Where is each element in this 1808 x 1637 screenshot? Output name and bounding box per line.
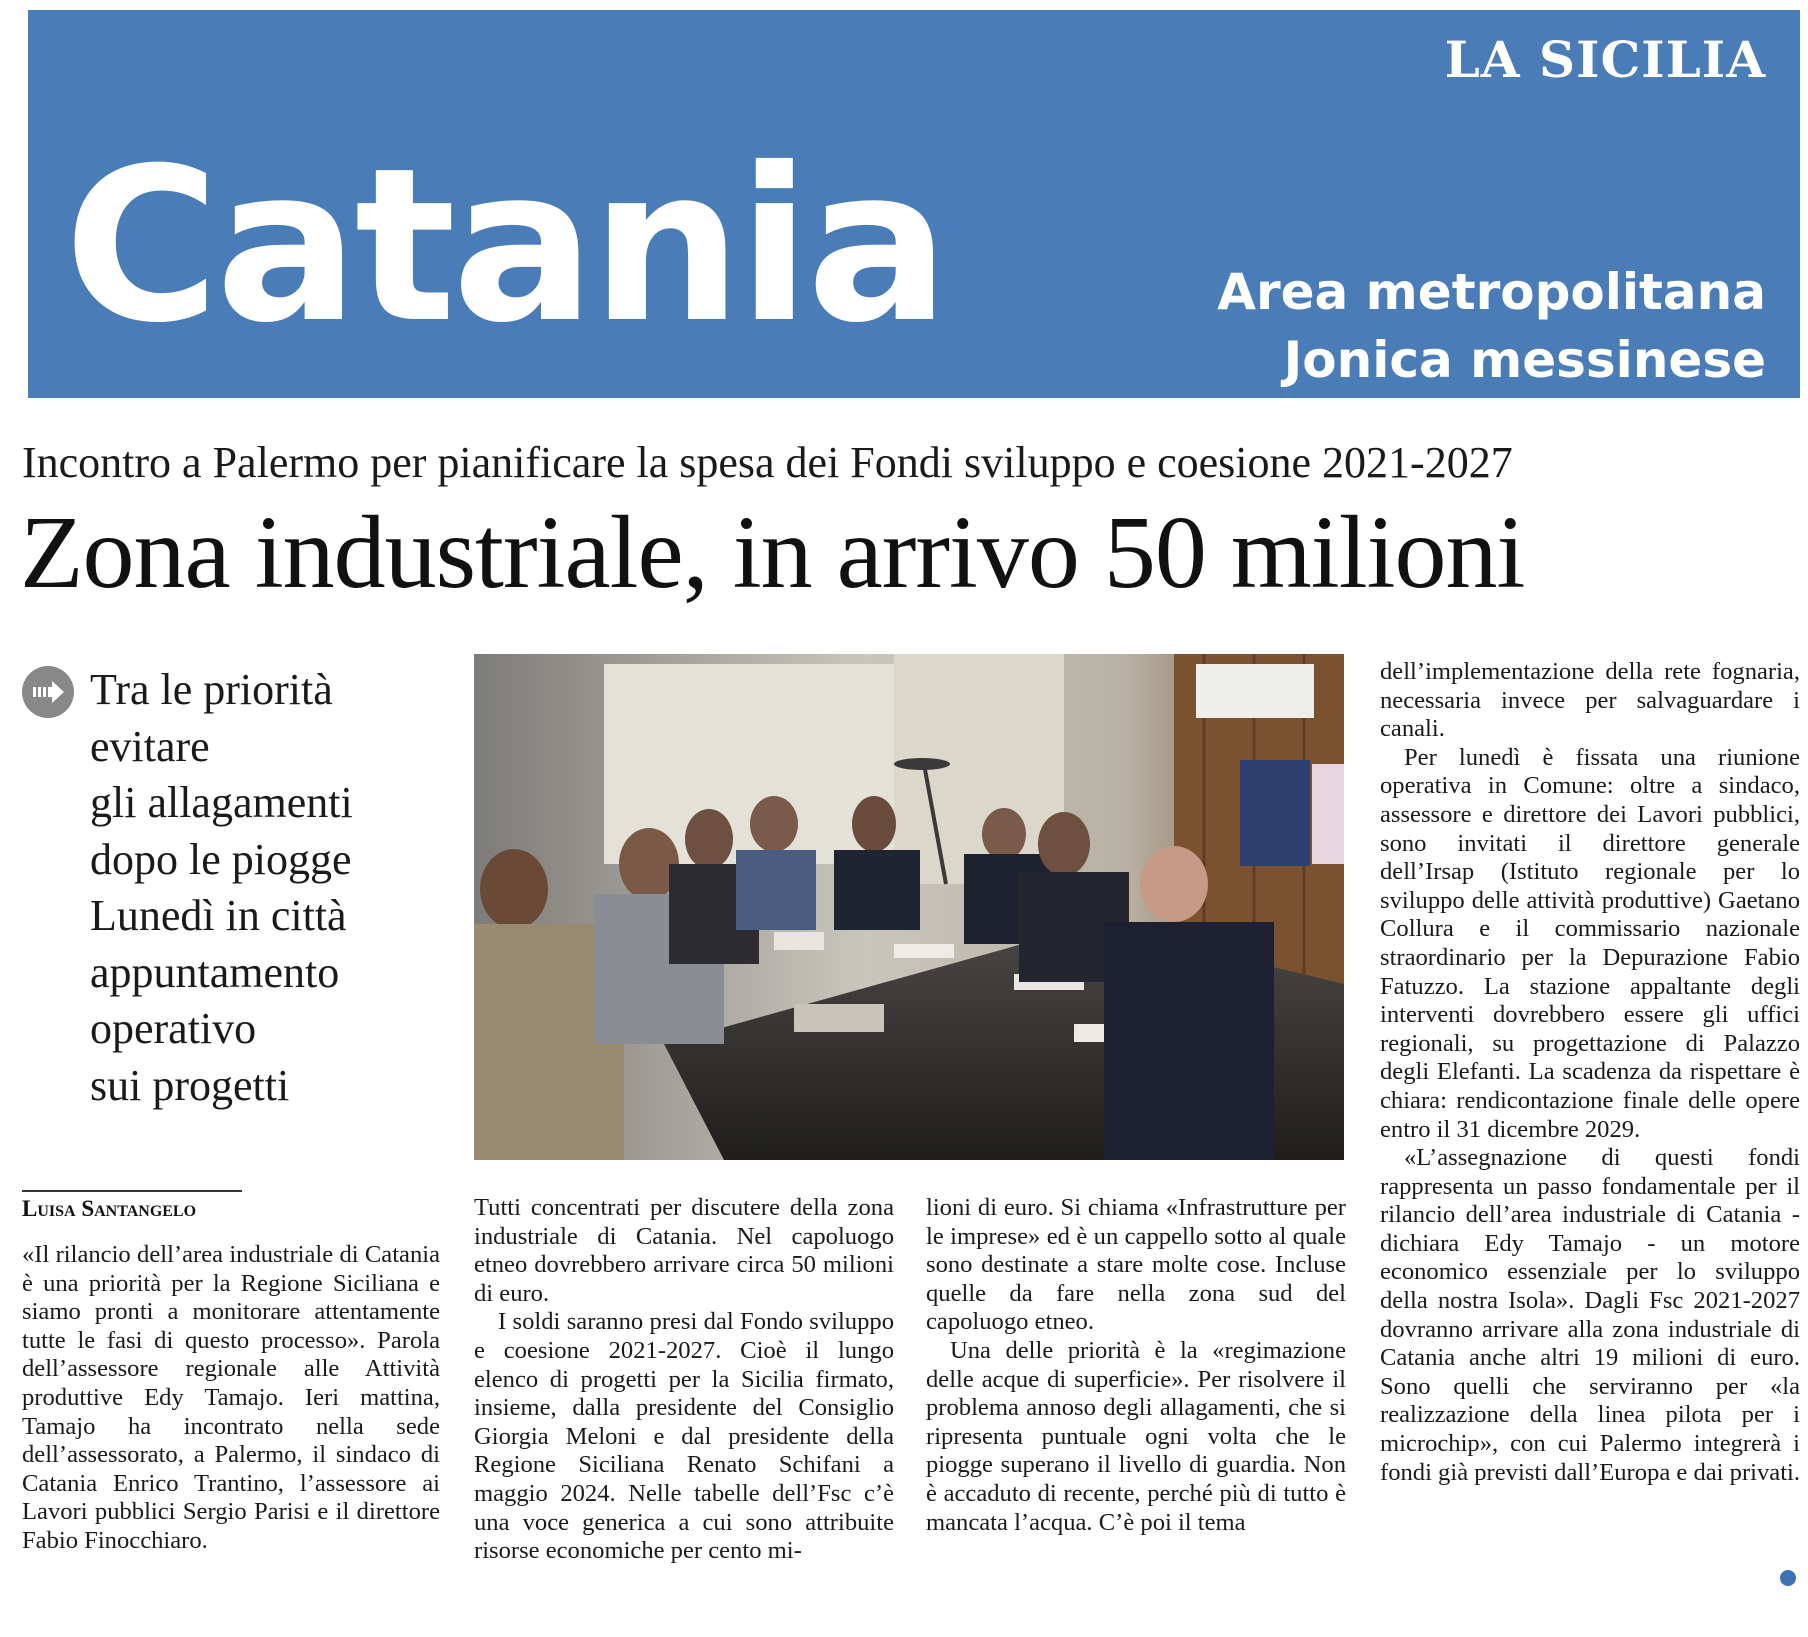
masthead-logo: LA SICILIA <box>1444 30 1766 89</box>
text-column-1 <box>22 1241 440 1556</box>
arrow-right-icon <box>22 666 74 718</box>
summary-line: operativo <box>90 1004 257 1053</box>
summary-line: gli allagamenti <box>90 778 353 827</box>
summary-line: evitare <box>90 721 210 771</box>
article-headline: Zona industriale, in arrivo 50 milioni <box>20 495 1525 610</box>
paragraph: Tutti concentrati per discutere della zona industriale di Catania. Nel capoluogo etneo dovrebbero arrivare circa 50 milioni di euro. <box>474 1194 894 1307</box>
paragraph: dell’implementazione della rete fognaria, necessaria invece per salvaguardare i canali. <box>1380 658 1800 743</box>
section-subtitle <box>1217 258 1766 394</box>
summary-line: appuntamento <box>90 947 340 997</box>
paragraph: «Il rilancio dell’area industriale di Catania è una priorità per la Regione Siciliana e siamo pronti a monitorare attentamente tutte le fasi di questo processo». Parola dell’assessore regionale alle Attività produttive Edy Tamajo. Ieri mattina, Tamajo ha incontrato nella sede dell’assessorato, a Palermo, il sindaco di Catania Enrico Trantino, l’assessore ai Lavori pubblici Sergio Parisi e il direttore Fabio Finocchiaro. <box>22 1241 440 1554</box>
summary-line: Tra le priorità <box>90 665 333 714</box>
summary-line: Lunedì in città <box>90 891 347 940</box>
paragraph: lioni di euro. Si chiama «Infrastrutture per le imprese» ed è un cappello sotto al quale sono destinate a stare molte cose. Incluse quelle da fare nella zona sud del capoluogo etneo. <box>926 1194 1346 1336</box>
section-banner <box>28 10 1800 398</box>
paragraph: I soldi saranno presi dal Fondo sviluppo e coesione 2021-2027. Cioè il lungo elenco di progetti per la Sicilia firmato, insieme, dalla presidente del Consiglio Giorgia Meloni e dal presidente della Regione Siciliana Renato Schifani a maggio 2024. Nelle tabelle dell’Fsc c’è una voce generica a cui sono attribuite risorse economiche per cento mi- <box>474 1308 894 1565</box>
paragraph: «L’assegnazione di questi fondi rappresenta un passo fondamentale per il rilancio dell’area industriale di Catania - dichiara Edy Tamajo - un motore economico essenziale per lo sviluppo della nostra Isola». Dagli Fsc 2021-2027 dovranno arrivare alla zona industriale di Catania anche altri 19 milioni di euro. Sono quelli che serviranno per «la realizzazione della linea pilota per i microchip», con cui Palermo integrerà i fondi già previsti dall’Europa e dai privati. <box>1380 1144 1801 1486</box>
text-column-3 <box>926 1194 1346 1537</box>
article-byline: Luisa Santangelo <box>22 1190 242 1222</box>
section-subtitle-line: Jonica messinese <box>1283 331 1766 389</box>
end-of-article-dot <box>1780 1570 1796 1586</box>
article-summary <box>90 662 470 1114</box>
paragraph: Una delle priorità è la «regimazione delle acque di superficie». Per risolvere il problema annoso degli allagamenti, che si ripresenta puntuale ogni volta che le piogge superano il livello di guardia. Non è accaduto di recente, perché più di tutto è mancata l’acqua. C’è poi il tema <box>926 1336 1346 1536</box>
text-column-2 <box>474 1194 894 1566</box>
summary-line: sui progetti <box>90 1060 290 1110</box>
text-column-4 <box>1380 658 1800 1487</box>
summary-line: dopo le piogge <box>90 834 352 884</box>
section-title: Catania <box>64 122 946 369</box>
article-kicker: Incontro a Palermo per pianificare la spesa dei Fondi sviluppo e coesione 2021-2027 <box>22 438 1513 487</box>
section-subtitle-line: Area metropolitana <box>1217 263 1766 321</box>
paragraph: Per lunedì è fissata una riunione operativa in Comune: oltre a sindaco, assessore e direttore dei Lavori pubblici, sono invitati il direttore generale dell’Irsap (Istituto regionale per lo sviluppo delle attività produttive) Gaetano Collura e il commissario nazionale straordinario per la Depurazione Fabio Fatuzzo. La stazione appaltante degli interventi dovrebbero essere gli uffici regionali, su progettazione di Palazzo degli Elefanti. La scadenza da rispettare è chiara: rendicontazione finale delle opere entro il 31 dicembre 2029. <box>1380 743 1800 1143</box>
article-photo <box>474 654 1344 1160</box>
